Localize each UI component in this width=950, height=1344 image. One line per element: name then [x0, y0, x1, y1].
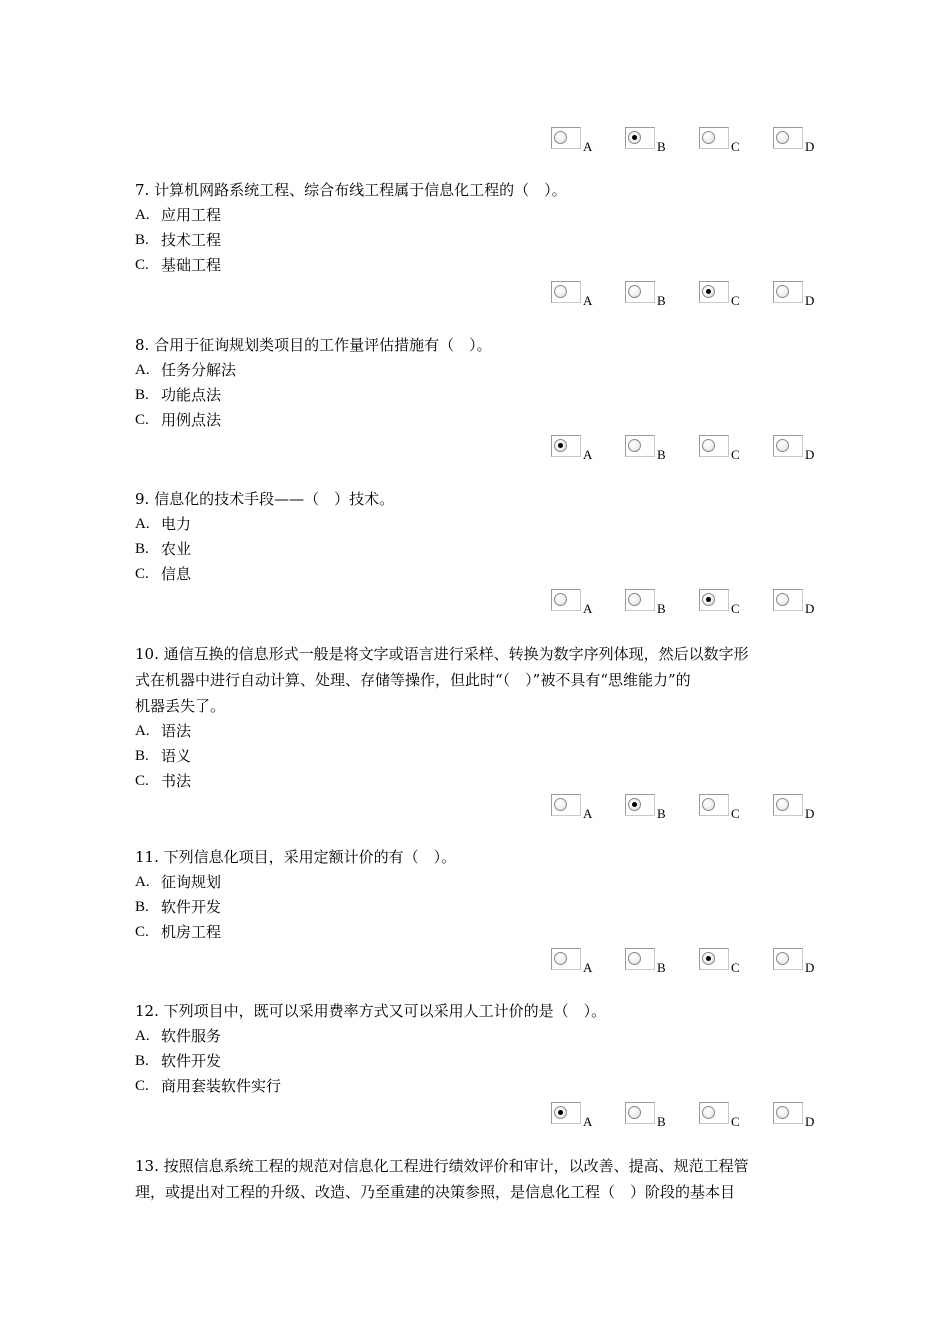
option-letter: D	[805, 293, 815, 308]
radio-button-icon[interactable]	[776, 131, 789, 144]
question-stem: 12. 下列项目中，既可以采用费率方式又可以采用人工计价的是（ ）。	[135, 1002, 607, 1020]
radio-frame	[773, 589, 803, 611]
choice-label: A.	[135, 874, 150, 890]
choice-text: 语法	[161, 722, 192, 740]
option-letter: D	[805, 1114, 815, 1129]
question-stem: 8. 合用于征询规划类项目的工作量评估措施有（ ）。	[135, 336, 492, 354]
radio-frame	[773, 127, 803, 149]
option-letter: B	[657, 1114, 666, 1129]
radio-button-checked-icon[interactable]	[554, 439, 567, 452]
radio-button-icon[interactable]	[776, 285, 789, 298]
option-letter: D	[805, 960, 815, 975]
radio-button-icon[interactable]	[628, 952, 641, 965]
answer-row-q7	[551, 281, 821, 313]
radio-frame	[551, 794, 581, 816]
option-c[interactable]	[699, 127, 769, 159]
radio-frame	[625, 1102, 655, 1124]
radio-frame	[625, 794, 655, 816]
radio-frame	[551, 435, 581, 457]
option-letter: B	[657, 601, 666, 616]
radio-frame	[551, 589, 581, 611]
radio-frame	[551, 281, 581, 303]
choice-text: 软件服务	[161, 1027, 222, 1045]
choice-label: C.	[135, 412, 149, 428]
answer-row-q12	[551, 1102, 821, 1134]
choice-label: B.	[135, 232, 149, 248]
choice-text: 应用工程	[161, 206, 222, 224]
choice-text: 信息	[161, 565, 192, 583]
option-a[interactable]	[551, 1102, 621, 1134]
question-stem-line: 10. 通信互换的信息形式一般是将文字或语言进行采样、转换为数字序列体现，然后以数字形	[135, 645, 749, 663]
radio-button-icon[interactable]	[776, 952, 789, 965]
choice-label: A.	[135, 1028, 150, 1044]
choice-c	[135, 920, 825, 945]
radio-frame	[773, 1102, 803, 1124]
radio-frame	[773, 948, 803, 970]
choice-label: C.	[135, 1078, 149, 1094]
choice-label: B.	[135, 1053, 149, 1069]
choice-c	[135, 408, 825, 433]
radio-frame	[699, 794, 729, 816]
radio-button-icon[interactable]	[628, 1106, 641, 1119]
radio-frame	[773, 435, 803, 457]
choice-label: C.	[135, 924, 149, 940]
option-d[interactable]	[773, 589, 843, 621]
question-stem: 7. 计算机网路系统工程、综合布线工程属于信息化工程的（ ）。	[135, 181, 567, 199]
choice-text: 软件开发	[161, 898, 222, 916]
radio-frame	[699, 948, 729, 970]
option-d[interactable]	[773, 435, 843, 467]
option-letter: A	[583, 293, 593, 308]
radio-frame	[773, 794, 803, 816]
radio-frame	[625, 127, 655, 149]
choice-b	[135, 537, 825, 562]
choice-label: B.	[135, 899, 149, 915]
option-letter: A	[583, 806, 593, 821]
choice-b	[135, 1049, 825, 1074]
option-d[interactable]	[773, 948, 843, 980]
question-8	[135, 333, 825, 433]
choice-b	[135, 895, 825, 920]
radio-button-icon[interactable]	[628, 593, 641, 606]
option-b[interactable]	[625, 435, 695, 467]
choice-b	[135, 228, 825, 253]
option-letter: C	[731, 1114, 740, 1129]
choice-text: 软件开发	[161, 1052, 222, 1070]
radio-frame	[699, 1102, 729, 1124]
radio-button-icon[interactable]	[628, 285, 641, 298]
option-letter: B	[657, 806, 666, 821]
option-letter: C	[731, 601, 740, 616]
option-d[interactable]	[773, 127, 843, 159]
option-letter: A	[583, 601, 593, 616]
radio-button-icon[interactable]	[776, 798, 789, 811]
question-11	[135, 845, 825, 945]
radio-frame	[699, 127, 729, 149]
choice-text: 书法	[161, 772, 192, 790]
question-stem: 11. 下列信息化项目，采用定额计价的有（ ）。	[135, 848, 457, 866]
option-letter: A	[583, 447, 593, 462]
choice-text: 基础工程	[161, 256, 222, 274]
question-stem-line: 式在机器中进行自动计算、处理、存储等操作，但此时“（ ）”被不具有“思维能力”的	[135, 671, 691, 689]
option-a[interactable]	[551, 127, 621, 159]
question-stem-line: 理，或提出对工程的升级、改造、乃至重建的决策参照，是信息化工程（ ）阶段的基本目	[135, 1183, 736, 1201]
choice-label: C.	[135, 257, 149, 273]
radio-button-checked-icon[interactable]	[702, 593, 715, 606]
option-letter: C	[731, 293, 740, 308]
option-b[interactable]	[625, 589, 695, 621]
radio-frame	[551, 127, 581, 149]
option-letter: D	[805, 806, 815, 821]
choice-text: 语义	[161, 747, 192, 765]
choice-a	[135, 719, 825, 744]
question-13	[135, 1153, 825, 1205]
radio-button-checked-icon[interactable]	[702, 285, 715, 298]
option-b[interactable]	[625, 794, 695, 826]
question-12	[135, 999, 825, 1099]
option-letter: A	[583, 1114, 593, 1129]
choice-text: 技术工程	[161, 231, 222, 249]
radio-frame	[625, 948, 655, 970]
option-b[interactable]	[625, 281, 695, 313]
option-letter: C	[731, 139, 740, 154]
radio-frame	[699, 589, 729, 611]
choice-c	[135, 769, 825, 794]
choice-text: 功能点法	[161, 386, 222, 404]
radio-button-checked-icon[interactable]	[702, 952, 715, 965]
option-letter: A	[583, 139, 593, 154]
radio-frame	[551, 1102, 581, 1124]
option-b[interactable]	[625, 948, 695, 980]
answer-row-q8	[551, 435, 821, 467]
choice-a	[135, 870, 825, 895]
option-letter: D	[805, 139, 815, 154]
choice-label: B.	[135, 387, 149, 403]
answer-row-q6	[551, 127, 821, 159]
option-c[interactable]	[699, 589, 769, 621]
answer-row-q9	[551, 589, 821, 621]
choice-label: C.	[135, 773, 149, 789]
question-stem: 9. 信息化的技术手段——（ ）技术。	[135, 490, 395, 508]
option-a[interactable]	[551, 794, 621, 826]
option-letter: B	[657, 447, 666, 462]
choice-label: C.	[135, 566, 149, 582]
option-letter: A	[583, 960, 593, 975]
radio-button-icon[interactable]	[776, 593, 789, 606]
choice-text: 任务分解法	[161, 361, 237, 379]
radio-frame	[625, 435, 655, 457]
option-d[interactable]	[773, 794, 843, 826]
option-letter: D	[805, 601, 815, 616]
option-c[interactable]	[699, 948, 769, 980]
choice-text: 商用套装软件实行	[161, 1077, 282, 1095]
radio-button-icon[interactable]	[554, 285, 567, 298]
choice-label: B.	[135, 748, 149, 764]
radio-button-icon[interactable]	[628, 439, 641, 452]
option-letter: C	[731, 960, 740, 975]
choice-b	[135, 383, 825, 408]
question-10	[135, 641, 825, 794]
option-letter: C	[731, 447, 740, 462]
choice-a	[135, 358, 825, 383]
option-letter: B	[657, 139, 666, 154]
question-9	[135, 487, 825, 587]
option-letter: C	[731, 806, 740, 821]
choice-c	[135, 253, 825, 278]
radio-button-icon[interactable]	[702, 798, 715, 811]
option-b[interactable]	[625, 127, 695, 159]
choice-label: A.	[135, 723, 150, 739]
radio-frame	[699, 435, 729, 457]
radio-frame	[699, 281, 729, 303]
radio-button-icon[interactable]	[702, 1106, 715, 1119]
choice-label: A.	[135, 362, 150, 378]
radio-frame	[625, 281, 655, 303]
option-c[interactable]	[699, 281, 769, 313]
radio-frame	[625, 589, 655, 611]
radio-button-checked-icon[interactable]	[554, 1106, 567, 1119]
question-stem-line: 机器丢失了。	[135, 697, 226, 715]
radio-frame	[551, 948, 581, 970]
option-letter: B	[657, 960, 666, 975]
radio-button-icon[interactable]	[554, 131, 567, 144]
radio-button-icon[interactable]	[776, 1106, 789, 1119]
radio-button-icon[interactable]	[554, 593, 567, 606]
radio-button-icon[interactable]	[702, 439, 715, 452]
choice-label: A.	[135, 516, 150, 532]
option-letter: D	[805, 447, 815, 462]
answer-row-q10	[551, 794, 821, 826]
choice-a	[135, 1024, 825, 1049]
option-letter: B	[657, 293, 666, 308]
option-c[interactable]	[699, 794, 769, 826]
choice-text: 电力	[161, 515, 192, 533]
choice-b	[135, 744, 825, 769]
question-stem-line: 13. 按照信息系统工程的规范对信息化工程进行绩效评价和审计，以改善、提高、规范工程管	[135, 1157, 749, 1175]
option-d[interactable]	[773, 1102, 843, 1134]
choice-c	[135, 562, 825, 587]
radio-button-icon[interactable]	[776, 439, 789, 452]
option-a[interactable]	[551, 589, 621, 621]
radio-button-icon[interactable]	[554, 952, 567, 965]
option-c[interactable]	[699, 1102, 769, 1134]
option-b[interactable]	[625, 1102, 695, 1134]
choice-a	[135, 203, 825, 228]
choice-label: B.	[135, 541, 149, 557]
question-7	[135, 178, 825, 278]
choice-a	[135, 512, 825, 537]
radio-button-icon[interactable]	[702, 131, 715, 144]
choice-text: 征询规划	[161, 873, 222, 891]
option-a[interactable]	[551, 281, 621, 313]
choice-text: 农业	[161, 540, 192, 558]
radio-button-checked-icon[interactable]	[628, 798, 641, 811]
radio-button-icon[interactable]	[554, 798, 567, 811]
choice-text: 用例点法	[161, 411, 222, 429]
radio-button-checked-icon[interactable]	[628, 131, 641, 144]
option-c[interactable]	[699, 435, 769, 467]
choice-label: A.	[135, 207, 150, 223]
option-a[interactable]	[551, 435, 621, 467]
choice-c	[135, 1074, 825, 1099]
answer-row-q11	[551, 948, 821, 980]
option-d[interactable]	[773, 281, 843, 313]
radio-frame	[773, 281, 803, 303]
option-a[interactable]	[551, 948, 621, 980]
choice-text: 机房工程	[161, 923, 222, 941]
